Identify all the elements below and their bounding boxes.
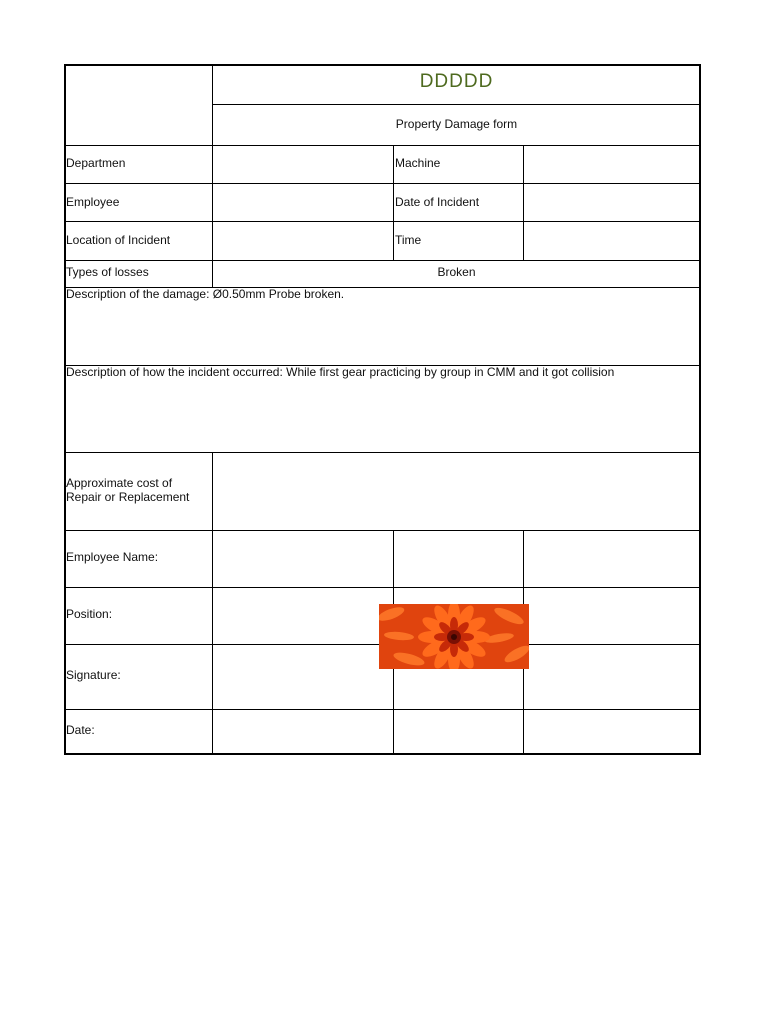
cost-label-line1: Approximate cost of bbox=[66, 476, 173, 490]
signature-label: Signature: bbox=[66, 668, 121, 682]
machine-label: Machine bbox=[395, 156, 441, 170]
rule bbox=[523, 145, 524, 260]
date-of-incident-label: Date of Incident bbox=[395, 195, 480, 209]
form-title: DDDDD bbox=[419, 71, 494, 92]
rule bbox=[393, 145, 394, 260]
incident-description: Description of how the incident occurred: While first gear practicing by group in CMM and it got collision bbox=[66, 365, 615, 379]
date-label: Date: bbox=[66, 723, 95, 737]
rule bbox=[64, 145, 701, 146]
employee-name-label: Employee Name: bbox=[66, 550, 159, 564]
types-of-losses-value: Broken bbox=[437, 265, 476, 279]
rule bbox=[64, 221, 701, 222]
cost-label-line2: Repair or Replacement bbox=[66, 490, 190, 504]
department-label: Departmen bbox=[66, 156, 126, 170]
rule bbox=[64, 452, 701, 453]
damage-description: Description of the damage: Ø0.50mm Probe broken. bbox=[66, 287, 345, 301]
rule bbox=[212, 452, 213, 755]
property-damage-form bbox=[64, 64, 701, 755]
rule bbox=[212, 104, 701, 105]
rule bbox=[64, 530, 701, 531]
form-subtitle: Property Damage form bbox=[395, 117, 518, 131]
time-label: Time bbox=[395, 233, 422, 247]
location-label: Location of Incident bbox=[66, 233, 171, 247]
types-of-losses-label: Types of losses bbox=[66, 265, 149, 279]
rule bbox=[212, 64, 213, 287]
orange-flower-photo bbox=[379, 604, 529, 669]
rule bbox=[64, 709, 701, 710]
position-label: Position: bbox=[66, 607, 113, 621]
rule bbox=[64, 587, 701, 588]
rule bbox=[64, 260, 701, 261]
employee-label: Employee bbox=[66, 195, 120, 209]
rule bbox=[64, 183, 701, 184]
